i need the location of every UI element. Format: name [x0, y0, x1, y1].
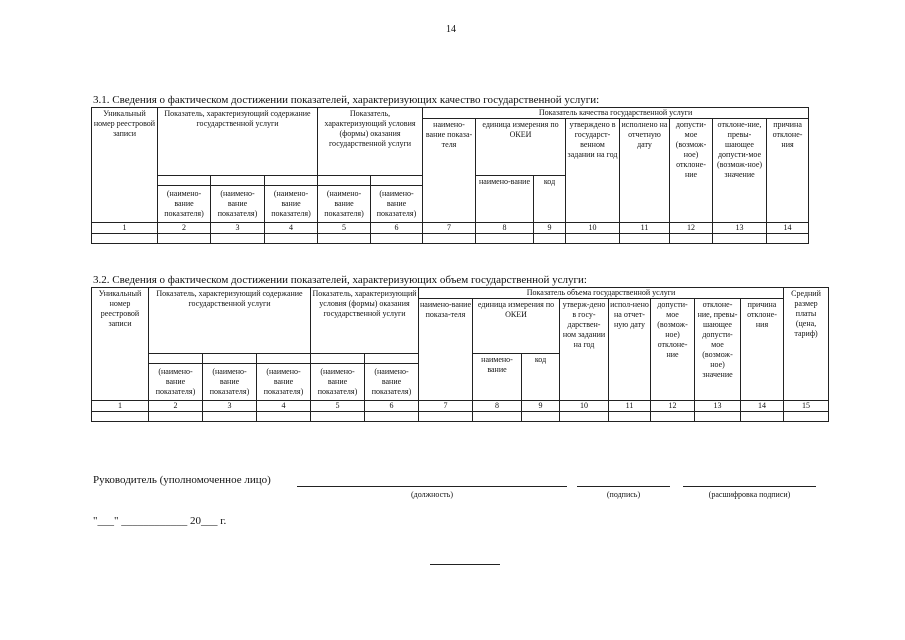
header-over-deviation: отклоне-ние, превы-шающее допусти-мое (возмож-ное) значение	[695, 299, 741, 401]
header-unit-code: код	[522, 354, 560, 401]
header-indicator-sub: (наимено-вание показателя)	[149, 364, 203, 401]
column-number: 2	[149, 401, 203, 412]
data-cell[interactable]	[670, 234, 713, 244]
data-cell[interactable]	[419, 412, 473, 422]
header-conditions: Показатель, характеризующий условия (формы) оказания государственной услуги	[318, 108, 423, 176]
header-sub-blank	[318, 176, 371, 186]
header-unit-code: код	[534, 176, 566, 223]
data-cell[interactable]	[784, 412, 829, 422]
signature-line[interactable]	[577, 486, 670, 487]
column-number: 8	[476, 223, 534, 234]
header-indicator-sub: (наимено-вание показателя)	[211, 186, 265, 223]
column-number: 12	[651, 401, 695, 412]
column-number: 5	[311, 401, 365, 412]
column-number: 6	[365, 401, 419, 412]
header-indicator-sub: (наимено-вание показателя)	[203, 364, 257, 401]
data-cell[interactable]	[365, 412, 419, 422]
column-number: 7	[423, 223, 476, 234]
data-cell[interactable]	[522, 412, 560, 422]
header-content: Показатель, характеризующий содержание государственной услуги	[158, 108, 318, 176]
data-cell[interactable]	[92, 412, 149, 422]
column-number: 8	[473, 401, 522, 412]
header-indicator-sub: (наимено-вание показателя)	[318, 186, 371, 223]
column-number: 4	[257, 401, 311, 412]
page-number: 14	[446, 24, 456, 35]
data-cell[interactable]	[149, 412, 203, 422]
quality-indicators-table	[91, 107, 809, 244]
data-cell[interactable]	[423, 234, 476, 244]
footer-divider	[430, 564, 500, 565]
section-3-2-title: 3.2. Сведения о фактическом достижении показателей, характеризующих объем государственной услуги:	[93, 274, 587, 286]
data-cell[interactable]	[473, 412, 522, 422]
header-sub-blank	[158, 176, 211, 186]
header-indicator-sub: (наимено-вание показателя)	[371, 186, 423, 223]
header-registry: Уникальный номер реестровой записи	[92, 108, 158, 223]
data-cell[interactable]	[211, 234, 265, 244]
column-number: 3	[203, 401, 257, 412]
data-cell[interactable]	[318, 234, 371, 244]
column-number: 11	[609, 401, 651, 412]
header-unit-name: наимено-вание	[473, 354, 522, 401]
decoding-line[interactable]	[683, 486, 816, 487]
column-number: 12	[670, 223, 713, 234]
header-unit: единица измерения по ОКЕИ	[473, 299, 560, 354]
header-approved: утверж-дено в госу-дарствен-ном задании на год	[560, 299, 609, 401]
data-cell[interactable]	[713, 234, 767, 244]
header-allowed-deviation: допусти-мое (возмож-ное) отклоне-ние	[670, 119, 713, 223]
column-number: 9	[534, 223, 566, 234]
column-number: 14	[741, 401, 784, 412]
data-cell[interactable]	[651, 412, 695, 422]
header-sub-blank	[265, 176, 318, 186]
header-unit: единица измерения по ОКЕИ	[476, 119, 566, 176]
volume-indicators-table	[91, 287, 829, 422]
data-cell[interactable]	[257, 412, 311, 422]
header-allowed-deviation: допусти-мое (возмож-ное) отклоне-ние	[651, 299, 695, 401]
header-sub-blank	[211, 176, 265, 186]
column-number: 13	[713, 223, 767, 234]
header-sub-blank	[365, 354, 419, 364]
data-cell[interactable]	[158, 234, 211, 244]
header-sub-blank	[257, 354, 311, 364]
header-approved: утверждено в государст-венном задании на год	[566, 119, 620, 223]
header-volume-group: Показатель объема государственной услуги	[419, 288, 784, 299]
data-cell[interactable]	[560, 412, 609, 422]
header-unit-name: наимено-вание	[476, 176, 534, 223]
header-indicator-name: наимено-вание показа-теля	[423, 119, 476, 223]
column-number: 4	[265, 223, 318, 234]
column-number: 3	[211, 223, 265, 234]
data-cell[interactable]	[566, 234, 620, 244]
column-number: 2	[158, 223, 211, 234]
column-number: 15	[784, 401, 829, 412]
header-sub-blank	[203, 354, 257, 364]
data-cell[interactable]	[620, 234, 670, 244]
header-done: исполнено на отчетную дату	[620, 119, 670, 223]
position-line[interactable]	[297, 486, 567, 487]
header-reason: причина отклоне-ния	[741, 299, 784, 401]
header-indicator-sub: (наимено-вание показателя)	[311, 364, 365, 401]
data-cell[interactable]	[534, 234, 566, 244]
column-number: 6	[371, 223, 423, 234]
data-cell[interactable]	[695, 412, 741, 422]
header-indicator-name: наимено-вание показа-теля	[419, 299, 473, 401]
column-number: 1	[92, 223, 158, 234]
head-label: Руководитель (уполномоченное лицо)	[93, 474, 271, 486]
header-done: испол-нено на отчет-ную дату	[609, 299, 651, 401]
section-3-1-title: 3.1. Сведения о фактическом достижении показателей, характеризующих качество государственной услуги:	[93, 94, 600, 106]
column-number: 7	[419, 401, 473, 412]
data-cell[interactable]	[265, 234, 318, 244]
data-cell[interactable]	[741, 412, 784, 422]
header-registry: Уникальный номер реестровой записи	[92, 288, 149, 401]
header-indicator-sub: (наимено-вание показателя)	[257, 364, 311, 401]
header-average-price: Средний размер платы (цена, тариф)	[784, 288, 829, 401]
decoding-caption: (расшифровка подписи)	[708, 490, 791, 499]
header-reason: причина отклоне-ния	[767, 119, 809, 223]
data-cell[interactable]	[203, 412, 257, 422]
header-indicator-sub: (наимено-вание показателя)	[365, 364, 419, 401]
data-cell[interactable]	[767, 234, 809, 244]
data-cell[interactable]	[371, 234, 423, 244]
data-cell[interactable]	[92, 234, 158, 244]
column-number: 9	[522, 401, 560, 412]
header-sub-blank	[311, 354, 365, 364]
column-number: 1	[92, 401, 149, 412]
header-over-deviation: отклоне-ние, превы-шающее допусти-мое (возмож-ное) значение	[713, 119, 767, 223]
date-line[interactable]: "___" ____________ 20___ г.	[93, 515, 227, 527]
header-indicator-sub: (наимено-вание показателя)	[158, 186, 211, 223]
data-cell[interactable]	[311, 412, 365, 422]
header-conditions: Показатель, характеризующий условия (формы) оказания государственной услуги	[311, 288, 419, 354]
column-number: 10	[560, 401, 609, 412]
column-number: 5	[318, 223, 371, 234]
signature-caption: (подпись)	[606, 490, 641, 499]
data-cell[interactable]	[609, 412, 651, 422]
column-number: 11	[620, 223, 670, 234]
header-sub-blank	[149, 354, 203, 364]
column-number: 13	[695, 401, 741, 412]
column-number: 14	[767, 223, 809, 234]
header-indicator-sub: (наимено-вание показателя)	[265, 186, 318, 223]
header-content: Показатель, характеризующий содержание государственной услуги	[149, 288, 311, 354]
column-number: 10	[566, 223, 620, 234]
data-cell[interactable]	[476, 234, 534, 244]
position-caption: (должность)	[411, 490, 453, 499]
header-quality-group: Показатель качества государственной услуги	[423, 108, 809, 119]
header-sub-blank	[371, 176, 423, 186]
